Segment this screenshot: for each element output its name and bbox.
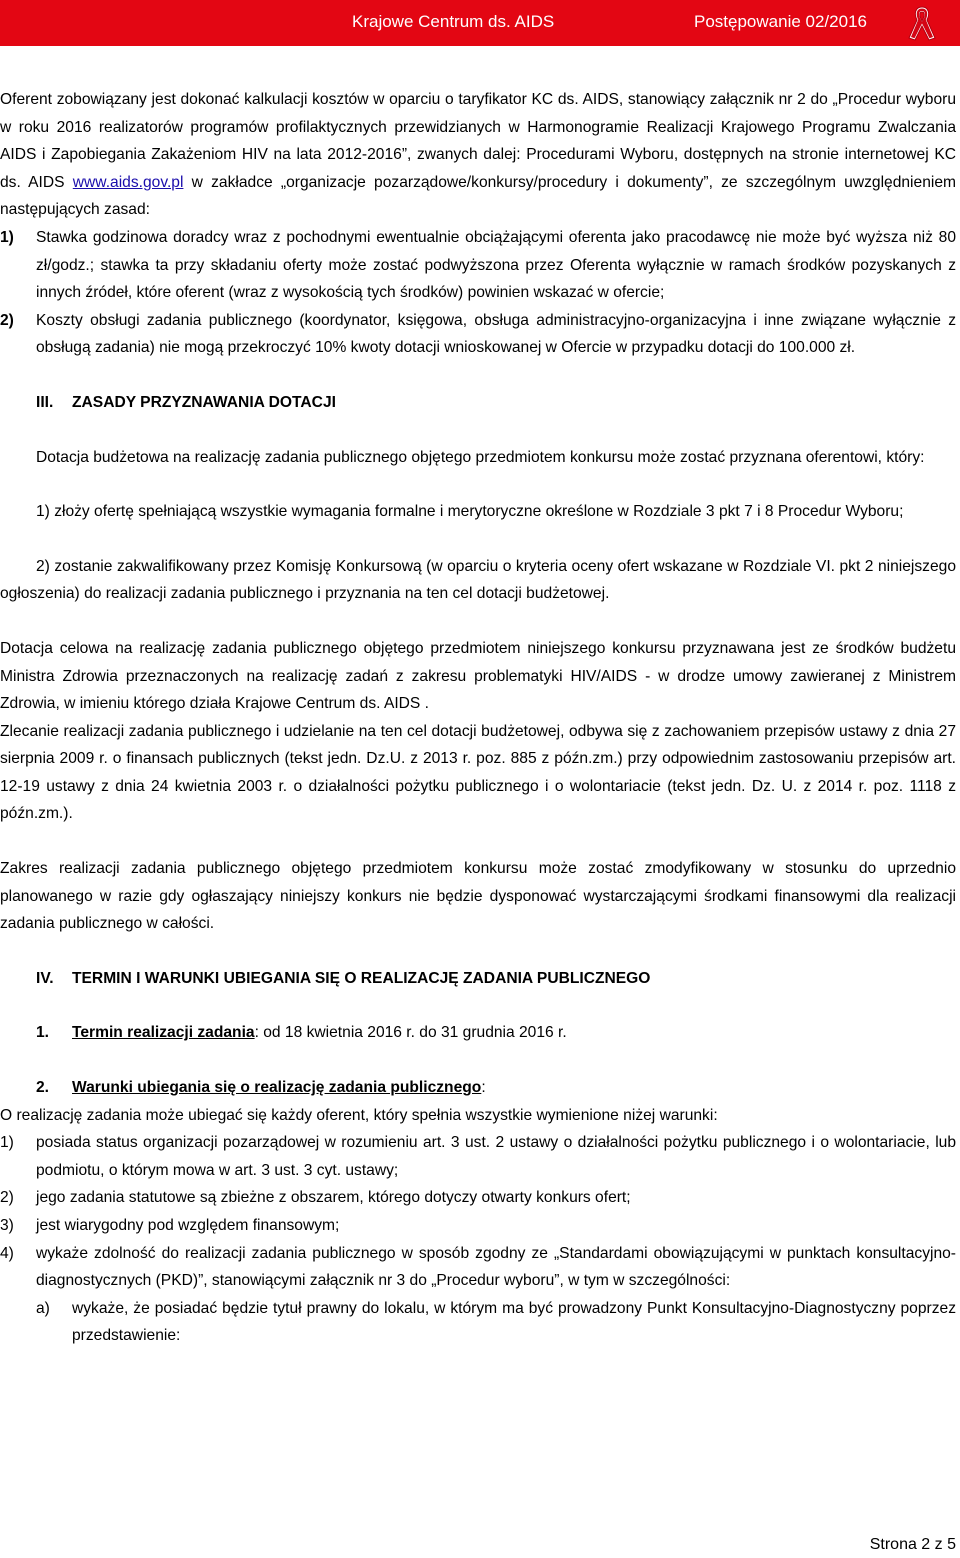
header-procedure-number: Postępowanie 02/2016 bbox=[694, 12, 867, 31]
intro-paragraph: Oferent zobowiązany jest dokonać kalkulacji kosztów w oparciu o taryfikator KC ds. AIDS, stanowiący załącznik nr 2 do „Procedur wyboru w roku 2016 realizatorów programów profilaktycznych przewidzianych w Harmonogramie Realizacji Krajowego Programu Zwalczania AIDS i Zapobiegania Zakażeniom HIV na lata 2012-2016”, zwanych dalej: Procedurami Wyboru, dostępnych na stronie internetowej KC ds. AIDS www.aids.gov.pl w zakładce „organizacje pozarządowe/konkursy/procedury i dokumenty”, ze szczególnym uwzględnieniem następujących zasad: bbox=[0, 91, 956, 219]
paragraph: 1) złoży ofertę spełniającą wszystkie wymagania formalne i merytoryczne określone w Rozdziale 3 pkt 7 i 8 Procedur Wyboru; bbox=[36, 503, 904, 521]
paragraph: Dotacja budżetowa na realizację zadania publicznego objętego przedmiotem konkursu może zostać przyznana oferentowi, który: bbox=[36, 448, 925, 466]
page-header bbox=[0, 0, 960, 46]
section-heading-iv: IV. TERMIN I WARUNKI UBIEGANIA SIĘ O REALIZACJĘ ZADANIA PUBLICZNEGO bbox=[36, 969, 651, 987]
header-organization: Krajowe Centrum ds. AIDS bbox=[352, 12, 555, 31]
condition-item: 2) jego zadania statutowe są zbieżne z obszarem, którego dotyczy otwarty konkurs ofert; bbox=[0, 1189, 631, 1207]
page-number: Strona 2 z 5 bbox=[869, 1536, 956, 1553]
condition-item: 1) posiada status organizacji pozarządowej w rozumieniu art. 3 ust. 2 ustawy o działalności pożytku publicznego i o wolontariacie, lub podmiotu, o którym mowa w art. 3 ust. 3 cyt. ustawy; bbox=[0, 1134, 956, 1179]
sub-condition-item: a) wykaże, że posiadać będzie tytuł prawny do lokalu, w którym ma być prowadzony Punkt Konsultacyjno-Diagnostyczny poprzez przedstawienie: bbox=[36, 1299, 956, 1345]
condition-item: 4) wykaże zdolność do realizacji zadania publicznego w sposób zgodny ze „Standardami obowiązującymi w punktach konsultacyjno-diagnostycznych (PKD)”, stanowiącymi załącznik nr 3 do „Procedur wyboru”, w tym w szczególności: bbox=[0, 1244, 956, 1290]
paragraph: Zakres realizacji zadania publicznego objętego przedmiotem konkursu może zostać zmodyfikowany w stosunku do uprzednio planowanego w razie gdy ogłaszający niniejszy konkurs nie będzie dysponować wystarczającymi środkami finansowymi dla realizacji zadania publicznego w całości. bbox=[0, 860, 956, 933]
red-ribbon-icon bbox=[904, 4, 940, 42]
conditions-item: 2. Warunki ubiegania się o realizację zadania publicznego: bbox=[36, 1079, 486, 1097]
rule-item: 2) Koszty obsługi zadania publicznego (koordynator, księgowa, obsługa administracyjno-organizacyjna i inne związane wyłącznie z obsługą zadania) nie mogą przekroczyć 10% kwoty dotacji wnioskowanej w Ofercie w przypadku dotacji do 100.000 zł. bbox=[0, 311, 956, 357]
paragraph: Dotacja celowa na realizację zadania publicznego objętego przedmiotem niniejszego konkursu przyznawana jest ze środków budżetu Ministra Zdrowia przeznaczonych na realizację zadań z zakresu problematyki HIV/AIDS - w drodze umowy zawieranej z Ministrem Zdrowia, w imieniu którego działa Krajowe Centrum ds. AIDS . bbox=[0, 639, 956, 713]
paragraph: O realizację zadania może ubiegać się każdy oferent, który spełnia wszystkie wymienione niżej warunki: bbox=[0, 1106, 718, 1124]
paragraph: 2) zostanie zakwalifikowany przez Komisję Konkursową (w oparciu o kryteria oceny ofert wskazane w Rozdziale VI. pkt 2 niniejszego ogłoszenia) do realizacji zadania publicznego i przyznania na ten cel dotacji budżetowej. bbox=[0, 557, 956, 603]
website-link[interactable]: www.aids.gov.pl bbox=[72, 173, 184, 191]
paragraph: Zlecanie realizacji zadania publicznego i udzielanie na ten cel dotacji budżetowej, odbywa się z zachowaniem przepisów ustawy z dnia 27 sierpnia 2009 r. o finansach publicznych (tekst jedn. Dz.U. z 2013 r. poz. 885 z późn.zm.) przy odpowiednim zastosowaniu przepisów art. 12-19 ustawy z dnia 24 kwietnia 2003 r. o działalności pożytku publicznego i o wolontariacie (tekst jedn. Dz. U. z 2014 r. poz. 1118 z późn.zm.). bbox=[0, 722, 956, 823]
rule-item: 1) Stawka godzinowa doradcy wraz z pochodnymi ewentualnie obciążającymi oferenta jako pracodawcę nie może być wyższa niż 80 zł/godz.; stawka ta przy składaniu oferty może zostać podwyższona przez Oferenta wyłącznie w ramach środków pozyskanych z innych źródeł, które oferent (wraz z wysokością tych środków) powinien wskazać w ofercie; bbox=[0, 228, 956, 302]
term-item: 1. Termin realizacji zadania: od 18 kwietnia 2016 r. do 31 grudnia 2016 r. bbox=[36, 1024, 567, 1042]
document-body bbox=[0, 86, 956, 1350]
section-heading-iii: III. ZASADY PRZYZNAWANIA DOTACJI bbox=[36, 393, 336, 411]
condition-item: 3) jest wiarygodny pod względem finansowym; bbox=[0, 1217, 340, 1234]
